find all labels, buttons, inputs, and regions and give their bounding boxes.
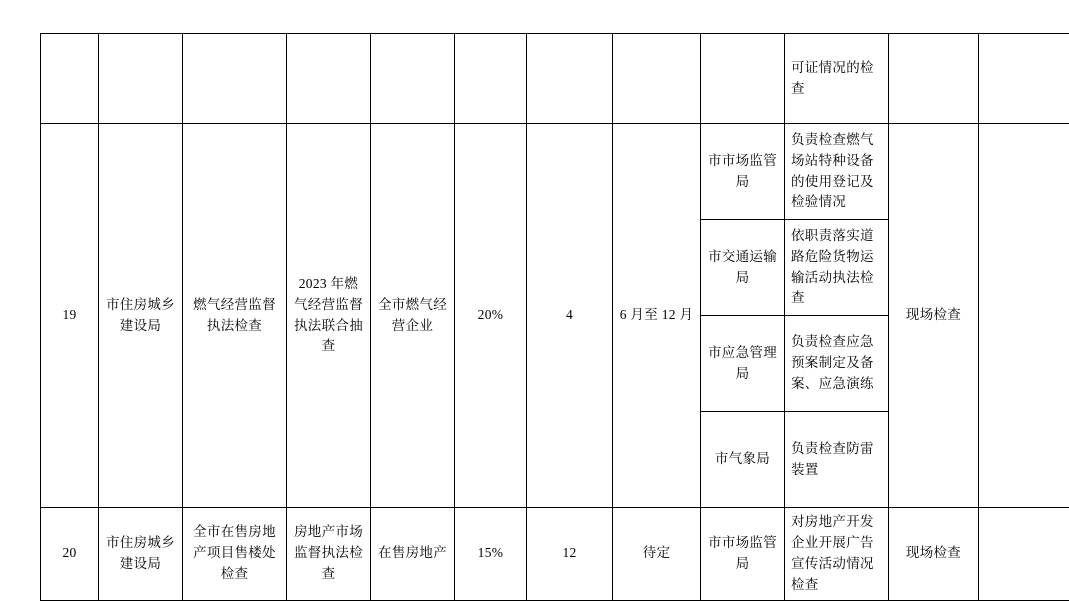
cell-coorg: 市气象局 <box>701 412 785 508</box>
cell-coorg: 市交通运输局 <box>701 220 785 316</box>
cell-time: 6 月至 12 月 <box>613 124 701 508</box>
cell-duty: 负责检查燃气场站特种设备的使用登记及检验情况 <box>785 124 889 220</box>
cell-coorg: 市市场监管局 <box>701 508 785 601</box>
cell-count: 12 <box>527 508 613 601</box>
cell-object: 在售房地产 <box>371 508 455 601</box>
cell-remark <box>979 508 1069 601</box>
cell-remark <box>979 124 1069 508</box>
cell-item: 燃气经营监督执法检查 <box>183 124 287 508</box>
cell-dept: 市住房城乡建设局 <box>99 124 183 508</box>
cell-ratio: 20% <box>455 124 527 508</box>
cell-name: 房地产市场监督执法检查 <box>287 508 371 601</box>
cell-coorg <box>701 34 785 124</box>
cell-dept <box>99 34 183 124</box>
table-row <box>41 508 1069 601</box>
cell-name: 2023 年燃气经营监督执法联合抽查 <box>287 124 371 508</box>
cell-remark <box>979 34 1069 124</box>
cell-coorg: 市应急管理局 <box>701 316 785 412</box>
cell-method: 现场检查 <box>889 508 979 601</box>
cell-no: 20 <box>41 508 99 601</box>
cell-time <box>613 34 701 124</box>
cell-no <box>41 34 99 124</box>
cell-no: 19 <box>41 124 99 508</box>
cell-object: 全市燃气经营企业 <box>371 124 455 508</box>
cell-duty: 负责检查应急预案制定及备案、应急演练 <box>785 316 889 412</box>
cell-coorg: 市市场监管局 <box>701 124 785 220</box>
cell-duty: 对房地产开发企业开展广告宣传活动情况检查 <box>785 508 889 601</box>
cell-item <box>183 34 287 124</box>
table-row <box>41 124 1069 220</box>
cell-item: 全市在售房地产项目售楼处检查 <box>183 508 287 601</box>
table-row <box>41 34 1069 124</box>
inspection-plan-table <box>40 33 1069 601</box>
cell-name <box>287 34 371 124</box>
cell-duty: 负责检查防雷装置 <box>785 412 889 508</box>
cell-count: 4 <box>527 124 613 508</box>
cell-ratio <box>455 34 527 124</box>
cell-time: 待定 <box>613 508 701 601</box>
cell-duty: 依职责落实道路危险货物运输活动执法检查 <box>785 220 889 316</box>
cell-object <box>371 34 455 124</box>
cell-dept: 市住房城乡建设局 <box>99 508 183 601</box>
cell-duty: 可证情况的检查 <box>785 34 889 124</box>
cell-method <box>889 34 979 124</box>
cell-count <box>527 34 613 124</box>
cell-ratio: 15% <box>455 508 527 601</box>
cell-method: 现场检查 <box>889 124 979 508</box>
